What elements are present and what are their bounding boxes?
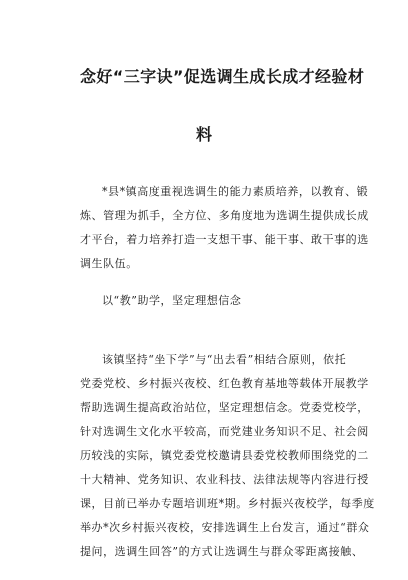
section-heading-text: 以“教”助学，坚定理想信念 — [102, 294, 242, 307]
intro-line: 炼、管理为抓手，全方位、多角度地为选调生提供成长成 — [80, 209, 369, 222]
intro-paragraph — [80, 180, 369, 276]
body-line: 课，目前已举办专题培训班*期。乡村振兴夜校学，每季度 — [80, 497, 375, 510]
body-line: 历较浅的实际，镇党委党校邀请县委党校教师围绕党的二 — [80, 449, 369, 462]
body-paragraph — [80, 348, 375, 564]
body-line: 帮助选调生提高政治站位，坚定理想信念。党委党校学， — [80, 401, 369, 414]
document-title-line-2: 料 — [196, 125, 213, 144]
intro-line: *县*镇高度重视选调生的能力素质培养，以教育、锻 — [102, 185, 369, 198]
document-title-line-1: 念好“三字诀”促选调生成长成才经验材 — [80, 67, 365, 86]
section-heading — [80, 289, 350, 313]
body-line: 十大精神、党务知识、农业科技、法律法规等内容进行授 — [80, 473, 369, 486]
body-line: 针对选调生文化水平较高，而党建业务知识不足、社会阅 — [80, 425, 369, 438]
intro-line: 调生队伍。 — [80, 257, 138, 270]
body-line: 提问，选调生回答”的方式让选调生与群众零距离接触、 — [80, 545, 364, 558]
body-line: 该镇坚持“坐下学”与“出去看”相结合原则，依托 — [102, 353, 347, 366]
body-line: 党委党校、乡村振兴夜校、红色教育基地等载体开展教学 — [80, 377, 369, 390]
body-line: 举办*次乡村振兴夜校，安排选调生上台发言，通过“群众 — [80, 521, 370, 534]
intro-line: 才平台，着力培养打造一支想干事、能干事、敢干事的选 — [80, 233, 369, 246]
